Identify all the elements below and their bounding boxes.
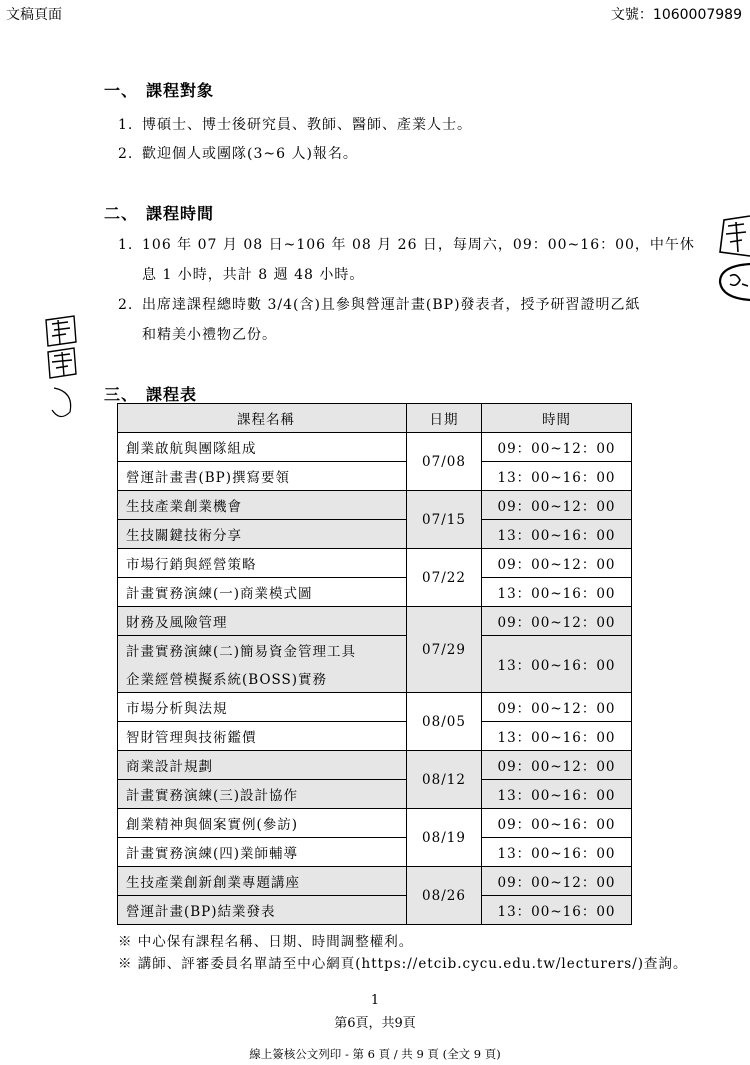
course-name: 營運計畫書(BP)撰寫要領 (118, 462, 407, 491)
course-name: 創業精神與個案實例(參訪) (118, 809, 407, 838)
course-date: 08/12 (407, 751, 482, 809)
table-row (118, 578, 632, 607)
item-number: 2. (118, 297, 134, 313)
table-row (118, 520, 632, 549)
course-time: 13：00~16：00 (482, 780, 632, 809)
seal-stamp-icon (44, 312, 78, 422)
item-continuation: 息 1 小時，共計 8 週 48 小時。 (142, 267, 365, 283)
course-name: 生技產業創業機會 (118, 491, 407, 520)
course-name: 營運計畫(BP)結業發表 (118, 896, 407, 925)
list-item (118, 143, 358, 163)
course-date: 07/22 (407, 549, 482, 607)
table-row (118, 867, 632, 896)
course-name: 計畫實務演練(三)設計協作 (118, 780, 407, 809)
course-name: 商業設計規劃 (118, 751, 407, 780)
course-time: 09：00~12：00 (482, 693, 632, 722)
course-name: 計畫實務演練(四)業師輔導 (118, 838, 407, 867)
table-row (118, 838, 632, 867)
course-date: 08/26 (407, 867, 482, 925)
course-time: 09：00~12：00 (482, 607, 632, 636)
header-course-name: 課程名稱 (118, 404, 407, 433)
course-name: 市場分析與法規 (118, 693, 407, 722)
header-date: 日期 (407, 404, 482, 433)
seal-stamp-icon (706, 212, 750, 304)
table-row (118, 491, 632, 520)
course-time: 09：00~12：00 (482, 867, 632, 896)
section-number: 三、 (104, 385, 139, 404)
note: ※ 中心保有課程名稱、日期、時間調整權利。 (118, 934, 414, 950)
course-time: 13：00~16：00 (482, 838, 632, 867)
course-schedule-table (117, 403, 632, 925)
course-name: 智財管理與技術鑑價 (118, 722, 407, 751)
course-time: 09：00~12：00 (482, 751, 632, 780)
course-time: 09：00~12：00 (482, 433, 632, 462)
course-time: 13：00~16：00 (482, 578, 632, 607)
course-time: 09：00~16：00 (482, 809, 632, 838)
list-item (118, 294, 641, 314)
course-time: 09：00~12：00 (482, 491, 632, 520)
print-footer: 線上簽核公文列印 - 第 6 頁 / 共 9 頁 (全文 9 頁) (249, 1047, 501, 1061)
table-row (118, 549, 632, 578)
page-info: 第6頁，共9頁 (334, 1016, 416, 1031)
table-row (118, 607, 632, 636)
section-number: 一、 (104, 81, 139, 100)
course-name: 創業啟航與團隊組成 (118, 433, 407, 462)
doc-type-label: 文稿頁面 (6, 7, 62, 23)
item-text: 博碩士、博士後研究員、教師、醫師、產業人士。 (142, 117, 472, 133)
course-time: 13：00~16：00 (482, 722, 632, 751)
list-item (118, 114, 472, 134)
item-text: 106 年 07 月 08 日~106 年 08 月 26 日，每周六，09：00~16：00，中午休 (142, 237, 695, 253)
course-time: 13：00~16：00 (482, 462, 632, 491)
list-item (118, 234, 695, 254)
item-continuation: 和精美小禮物乙份。 (142, 327, 277, 343)
course-name: 財務及風險管理 (118, 607, 407, 636)
section-number: 二、 (104, 204, 139, 223)
page-number: 1 (370, 993, 380, 1008)
table-row (118, 751, 632, 780)
course-time: 13：00~16：00 (482, 520, 632, 549)
item-number: 1. (118, 237, 134, 253)
section-title: 課程對象 (146, 81, 215, 100)
section-1-heading (104, 78, 214, 101)
course-name: 生技產業創新創業專題講座 (118, 867, 407, 896)
table-row (118, 433, 632, 462)
item-text: 出席達課程總時數 3/4(含)且參與營運計畫(BP)發表者，授予研習證明乙紙 (142, 297, 641, 313)
section-title: 課程表 (146, 385, 198, 404)
doc-number: 文號：1060007989 (610, 7, 742, 23)
course-name: 企業經營模擬系統(BOSS)實務 (118, 664, 407, 693)
course-date: 08/19 (407, 809, 482, 867)
course-time: 09：00~12：00 (482, 549, 632, 578)
course-time: 13：00~16：00 (482, 636, 632, 693)
header-time: 時間 (482, 404, 632, 433)
course-name: 市場行銷與經營策略 (118, 549, 407, 578)
table-row (118, 636, 632, 665)
course-time: 13：00~16：00 (482, 896, 632, 925)
table-row (118, 462, 632, 491)
course-date: 08/05 (407, 693, 482, 751)
item-text: 歡迎個人或團隊(3~6 人)報名。 (142, 146, 358, 162)
note: ※ 講師、評審委員名單請至中心網頁(https://etcib.cycu.edu.tw/lecturers/)查詢。 (118, 956, 688, 972)
course-name: 生技關鍵技術分享 (118, 520, 407, 549)
table-row (118, 722, 632, 751)
section-3-heading (104, 382, 197, 405)
table-row (118, 809, 632, 838)
course-date: 07/15 (407, 491, 482, 549)
course-name: 計畫實務演練(二)簡易資金管理工具 (118, 636, 407, 665)
section-title: 課程時間 (146, 204, 215, 223)
table-row (118, 780, 632, 809)
section-2-heading (104, 201, 214, 224)
item-number: 1. (118, 117, 134, 133)
course-date: 07/29 (407, 607, 482, 693)
course-date: 07/08 (407, 433, 482, 491)
table-row (118, 896, 632, 925)
course-name: 計畫實務演練(一)商業模式圖 (118, 578, 407, 607)
table-row (118, 693, 632, 722)
item-number: 2. (118, 146, 134, 162)
